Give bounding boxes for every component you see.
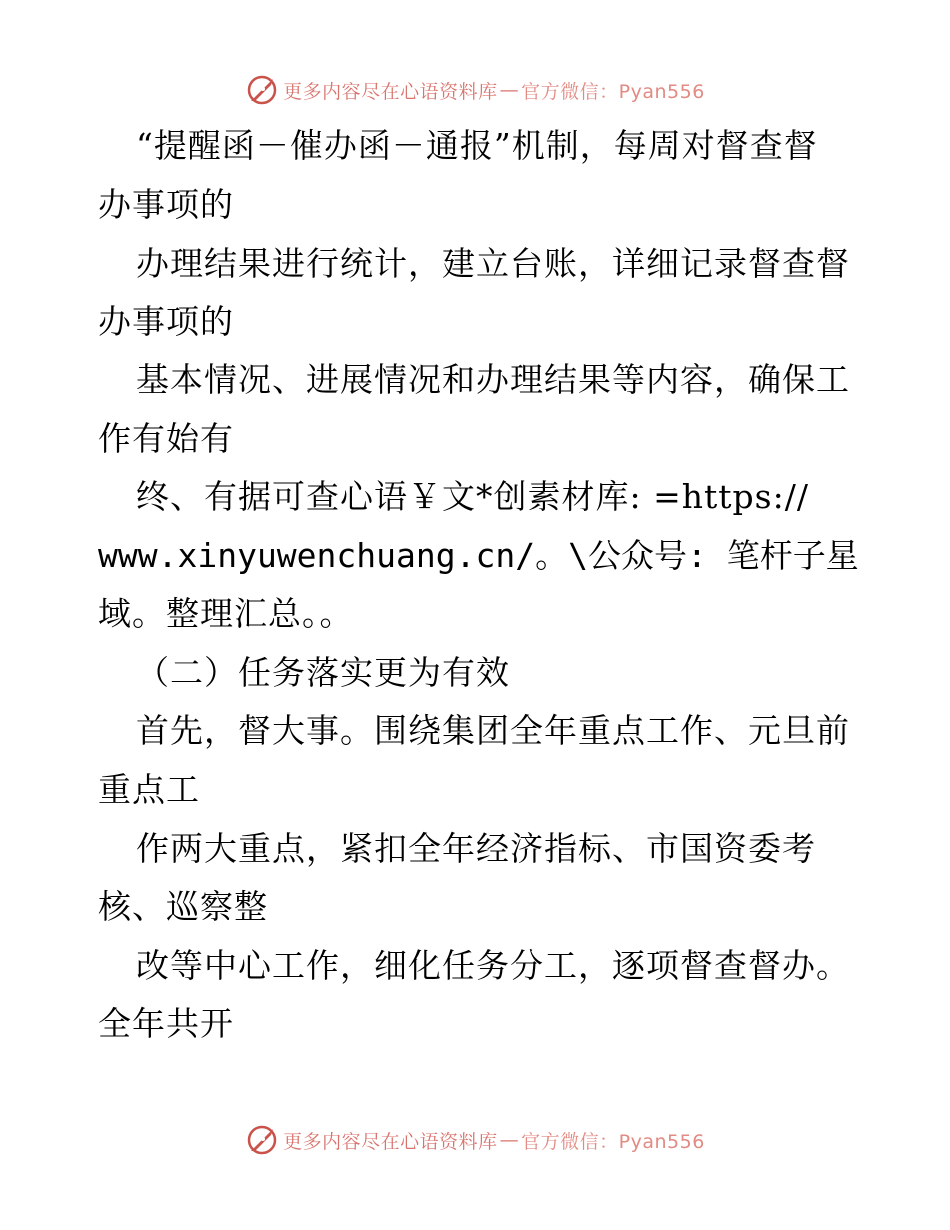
body-line: 作两大重点，紧扣全年经济指标、市国资委考 xyxy=(136,829,816,868)
body-line: 基本情况、进展情况和办理结果等内容，确保工 xyxy=(136,360,850,399)
body-line: 办事项的 xyxy=(98,185,234,224)
body-line: 首先，督大事。围绕集团全年重点工作、元旦前 xyxy=(136,711,850,750)
body-line: 办事项的 xyxy=(98,302,234,341)
header-separator: — xyxy=(499,79,520,101)
header-watermark xyxy=(0,70,950,110)
body-line: 核、巡察整 xyxy=(98,887,268,926)
body-line: “提醒函－催办函－通报”机制，每周对督查督 xyxy=(136,126,818,165)
footer-separator: — xyxy=(499,1129,520,1151)
pen-nib-logo-icon xyxy=(245,73,279,107)
header-brand-text: 更多内容尽在心语资料库 xyxy=(283,80,498,103)
body-line: 改等中心工作，细化任务分工，逐项督查督办。 xyxy=(136,946,850,985)
body-line: 全年共开 xyxy=(98,1004,234,1043)
pen-nib-logo-icon xyxy=(245,1123,279,1157)
header-wechat-tag: 官方微信：Pyan556 xyxy=(521,80,705,103)
body-line: 重点工 xyxy=(98,770,200,809)
body-line: 域。整理汇总。。 xyxy=(98,594,354,633)
footer-watermark xyxy=(0,1120,950,1160)
body-line: 办理结果进行统计，建立台账，详细记录督查督 xyxy=(136,244,850,283)
body-line: 作有始有 xyxy=(98,419,234,458)
body-line-url: www.xinyuwenchuang.cn/。\公众号: 笔杆子星 xyxy=(98,536,859,575)
body-line: 终、有据可查心语￥文*创素材库: =https:// xyxy=(136,477,809,516)
section-heading: （二）任务落实更为有效 xyxy=(136,653,510,692)
footer-brand-text: 更多内容尽在心语资料库 xyxy=(283,1130,498,1153)
footer-wechat-tag: 官方微信：Pyan556 xyxy=(521,1130,705,1153)
